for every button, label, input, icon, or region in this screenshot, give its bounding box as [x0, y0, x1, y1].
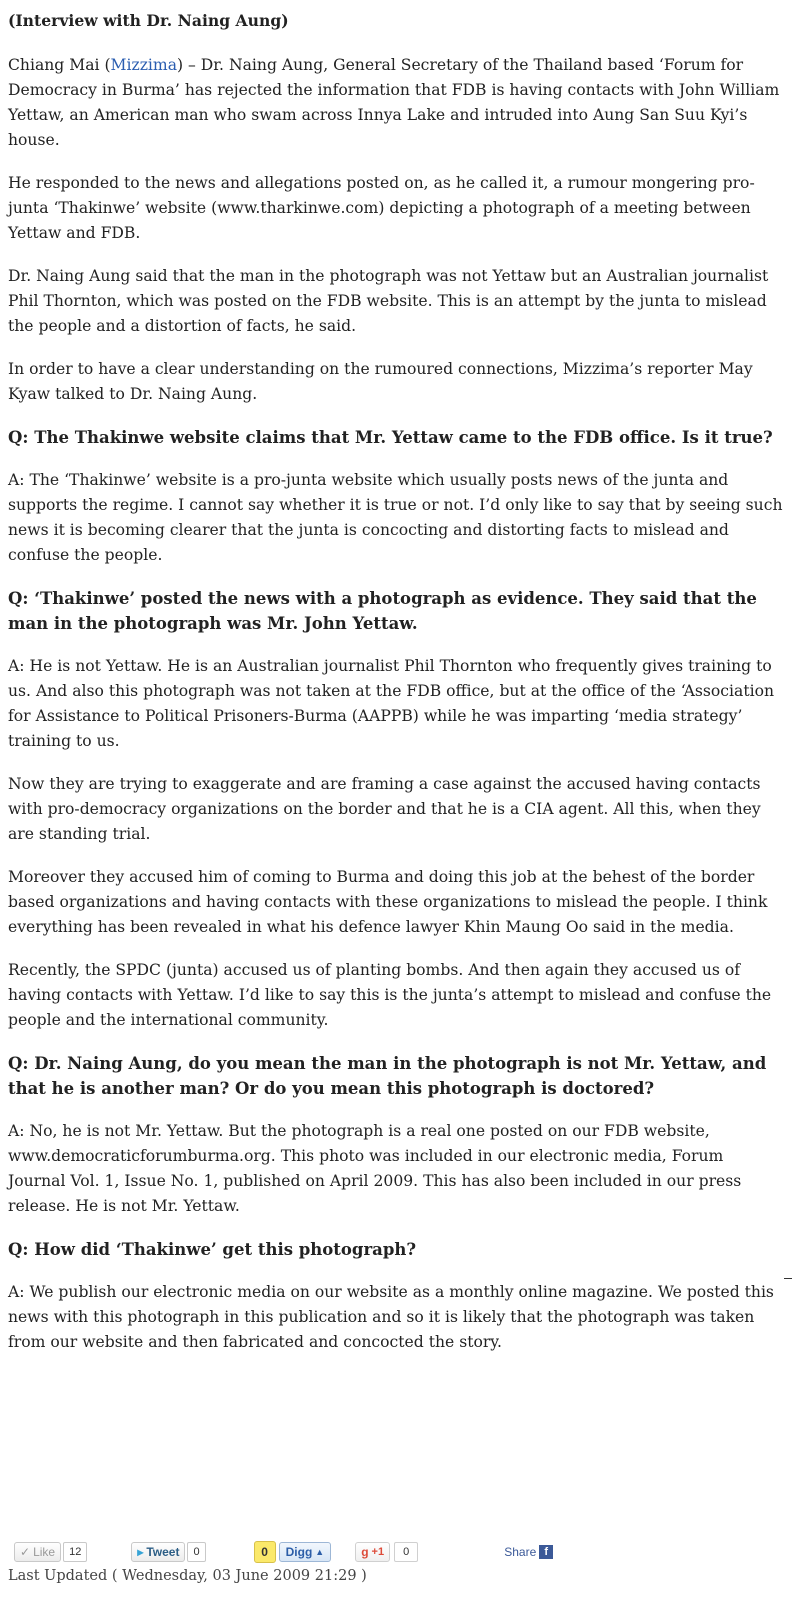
answer-1: A: The ‘Thakinwe’ website is a pro-junta website which usually posts news of the junta and supports the regime. I cannot say whether it is true or not. I’d only like to say that by seeing such news it is becoming clearer that the junta is concocting and distorting facts to mislead and confuse the people.: [8, 471, 783, 564]
article-title: (Interview with Dr. Naing Aung): [8, 11, 289, 30]
like-label: Like: [33, 1545, 56, 1559]
facebook-share-button[interactable]: [504, 1542, 553, 1562]
last-updated: Last Updated ( Wednesday, 03 June 2009 21:29 ): [8, 1568, 367, 1584]
google-plus-count: 0: [394, 1542, 418, 1562]
paragraph-4: In order to have a clear understanding on the rumoured connections, Mizzima’s reporter May Kyaw talked to Dr. Naing Aung.: [8, 360, 753, 403]
question-4: Q: How did ‘Thakinwe’ get this photograph?: [8, 1240, 417, 1259]
tweet-label: Tweet: [146, 1545, 180, 1559]
mizzima-link[interactable]: Mizzima: [110, 56, 178, 74]
thumbs-up-icon: ✓: [20, 1545, 31, 1559]
answer-2-part-4: Recently, the SPDC (junta) accused us of planting bombs. And then again they accused us of having contacts with Yettaw. I’d like to say this is the junta’s attempt to mislead and confuse the people and the international community.: [8, 961, 772, 1029]
intro-suffix: ) – Dr. Naing Aung, General Secretary of the Thailand based ‘Forum for Democracy in Burma’ has rejected the information that FDB is having contacts with John William Yettaw, an American man who swam across Innya Lake and intruded into Aung San Suu Kyi’s house.: [8, 56, 780, 149]
facebook-icon: f: [539, 1545, 553, 1559]
social-share-bar: [14, 1540, 553, 1564]
intro-paragraph: [8, 53, 784, 153]
arrow-up-icon: ▲: [315, 1547, 325, 1557]
divider-mark: [784, 1278, 792, 1279]
facebook-share-label: Share: [504, 1545, 537, 1559]
google-plus-label: +1: [371, 1546, 385, 1558]
answer-2-part-3: Moreover they accused him of coming to Burma and doing this job at the behest of the border based organizations and having contacts with these organizations to mislead the people. I think everything has been revealed in what his defence lawyer Khin Maung Oo said in the media.: [8, 868, 768, 936]
tweet-button[interactable]: [131, 1542, 185, 1562]
article-body: [8, 8, 784, 1373]
answer-2-part-1: A: He is not Yettaw. He is an Australian journalist Phil Thornton who frequently gives training to us. And also this photograph was not taken at the FDB office, but at the office of the ‘Association for Assistance to Political Prisoners-Burma (AAPPB) while he was imparting ‘media strategy’ training to us.: [8, 657, 775, 750]
google-plus-button[interactable]: [355, 1542, 390, 1562]
question-1: Q: The Thakinwe website claims that Mr. Yettaw came to the FDB office. Is it true?: [8, 428, 773, 447]
answer-3: A: No, he is not Mr. Yettaw. But the photograph is a real one posted on our FDB website, www.democraticforumburma.org. This photo was included in our electronic media, Forum Journal Vol. 1, Issue No. 1, published on April 2009. This has also been included in our press release. He is not Mr. Yettaw.: [8, 1122, 742, 1215]
digg-button[interactable]: [279, 1542, 332, 1562]
digg-count: 0: [254, 1541, 276, 1563]
paragraph-2: He responded to the news and allegations posted on, as he called it, a rumour mongering pro-junta ‘Thakinwe’ website (www.tharkinwe.com) depicting a photograph of a meeting between Yettaw and FDB.: [8, 174, 755, 242]
digg-label: Digg: [285, 1545, 313, 1559]
paragraph-3: Dr. Naing Aung said that the man in the photograph was not Yettaw but an Australian journalist Phil Thornton, which was posted on the FDB website. This is an attempt by the junta to mislead the people and a distortion of facts, he said.: [8, 267, 769, 335]
answer-2-part-2: Now they are trying to exaggerate and are framing a case against the accused having contacts with pro-democracy organizations on the border and that he is a CIA agent. All this, when they are standing trial.: [8, 775, 761, 843]
answer-4: A: We publish our electronic media on our website as a monthly online magazine. We posted this news with this photograph in this publication and so it is likely that the photograph was taken from our website and then fabricated and concocted the story.: [8, 1283, 774, 1351]
like-button[interactable]: [14, 1542, 61, 1562]
like-count: 12: [63, 1542, 87, 1562]
tweet-count: 0: [187, 1542, 205, 1562]
google-g-icon: g: [361, 1545, 369, 1559]
intro-prefix: Chiang Mai (: [8, 56, 111, 74]
twitter-bird-icon: ▸: [137, 1545, 144, 1559]
question-2: Q: ‘Thakinwe’ posted the news with a photograph as evidence. They said that the man in the photograph was Mr. John Yettaw.: [8, 589, 757, 633]
question-3: Q: Dr. Naing Aung, do you mean the man in the photograph is not Mr. Yettaw, and that he is another man? Or do you mean this photograph is doctored?: [8, 1054, 767, 1098]
